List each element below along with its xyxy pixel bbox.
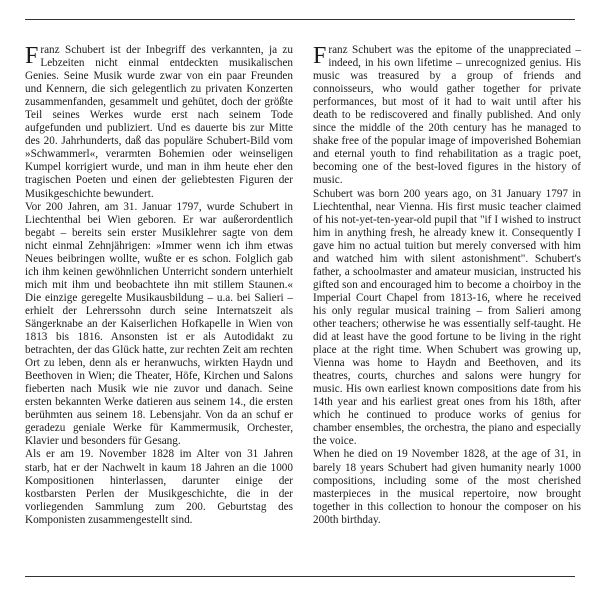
- german-paragraph-3: Als er am 19. November 1828 im Alter von 31 Jahren starb, hat er der Nachwelt in kaum 18 Jahren an die 1000 Kompositionen hinterlassen, darunter einige der kostbarsten Perlen der Musikgeschichte, die in der vorliegenden Sammlung zum 200. Geburtstag des Komponisten zusammengestellt sind.: [25, 448, 293, 526]
- german-paragraph-1: [25, 44, 293, 201]
- english-dropcap: F: [313, 43, 327, 69]
- english-paragraph-1: [313, 44, 581, 188]
- german-dropcap: F: [25, 43, 39, 69]
- top-rule: [25, 19, 575, 20]
- english-paragraph-3: When he died on 19 November 1828, at the age of 31, in barely 18 years Schubert had given humanity nearly 1000 compositions, including some of the most cherished masterpieces in the musical repertoire, now brought together in this collection to honour the composer on his 200th birthday.: [313, 448, 581, 526]
- german-paragraph-1-text: ranz Schubert ist der Inbegriff des verkannten, ja zu Lebzeiten nicht einmal entdeckten musikalischen Genies. Seine Musik wurde zwar von ein paar Freunden und Kennern, die sich gelegentlich zu privaten Konzerten zusammenfanden, gesammelt und gehütet, doch der größte Teil seines Werkes wurde erst nach seinem Tode aufgefunden und publiziert. Und es dauerte bis zur Mitte des 20. Jahrhunderts, daß das populäre Schubert-Bild vom »Schwammerl«, verarmten Bohemien oder weinseligen Kumpel korrigiert wurde, und man in ihm heute eher den tragischen Poeten und einen der geliebtesten Figuren der Musikgeschichte bewundert.: [25, 44, 293, 200]
- bottom-rule: [25, 576, 575, 577]
- english-paragraph-2: Schubert was born 200 years ago, on 31 January 1797 in Liechtenthal, near Vienna. His first music teacher claimed of his not-yet-ten-year-old pupil that "if I wished to instruct him in anything fresh, he already knew it. Consequently I gave him no actual tuition but merely conversed with him and watched him with silent astonishment". Schubert's father, a schoolmaster and amateur musician, instructed his gifted son and encouraged him to become a choirboy in the Imperial Court Chapel from 1813-16, where he received his only regular musical training – from Salieri among other teachers; otherwise he was essentially self-taught. He did at least have the good fortune to be living in the right place at the right time. When Schubert was growing up, Vienna was home to Haydn and Beethoven, and its theatres, courts, churches and salons were hungry for music. His own earliest known compositions date from his 14th year and his earliest great ones from his 18th, after which he continued to produce works of genius for chamber ensembles, the orchestra, the piano and especially the voice.: [313, 187, 581, 448]
- german-column: [25, 44, 293, 527]
- german-paragraph-2: Vor 200 Jahren, am 31. Januar 1797, wurde Schubert in Liechtenthal bei Wien geboren. Er war außerordentlich begabt – bereits sein erster Musiklehrer sagte von dem nicht einmal Zehnjährigen: »Immer wenn ich ihm etwas Neues beibringen wollte, wußte er es schon. Folglich gab ich ihm keinen gewöhnlichen Unterricht sondern unterhielt mich mit ihm und beobachtete ihn mit stillem Staunen.« Die einzige geregelte Musikausbildung – u.a. bei Salieri – erhielt der Lehrerssohn durch seine Internatszeit als Sängerknabe an der Kaiserlichen Hofkapelle in Wien von 1813 bis 1816. Ansonsten ist er als Autodidakt zu betrachten, der das Glück hatte, zur rechten Zeit am rechten Ort zu leben, denn als er heranwuchs, wirkten Haydn und Beethoven in Wien; die Theater, Höfe, Kirchen und Salons fieberten nach Musik wie nie zuvor und danach. Seine ersten bekannten Werke datieren aus seinem 14., die ersten berühmten aus seinem 18. Lebensjahr. Von da an schuf er geradezu geniale Werke für Kammermusik, Orchester, Klavier und besonders für Gesang.: [25, 200, 293, 448]
- english-paragraph-1-text: ranz Schubert was the epitome of the unappreciated – indeed, in his own lifetime – unrecognized genius. His music was treasured by a group of friends and connoisseurs, who would gather together for private performances, but most of it had to wait until after his death to be rediscovered and finally published. And only since the middle of the 20th century has he managed to shake free of the popular image of impoverished Bohemian and eternal youth to find rehabilitation as a tragic poet, becoming one of the best-loved figures in the history of music.: [313, 44, 581, 187]
- english-column: [313, 44, 581, 527]
